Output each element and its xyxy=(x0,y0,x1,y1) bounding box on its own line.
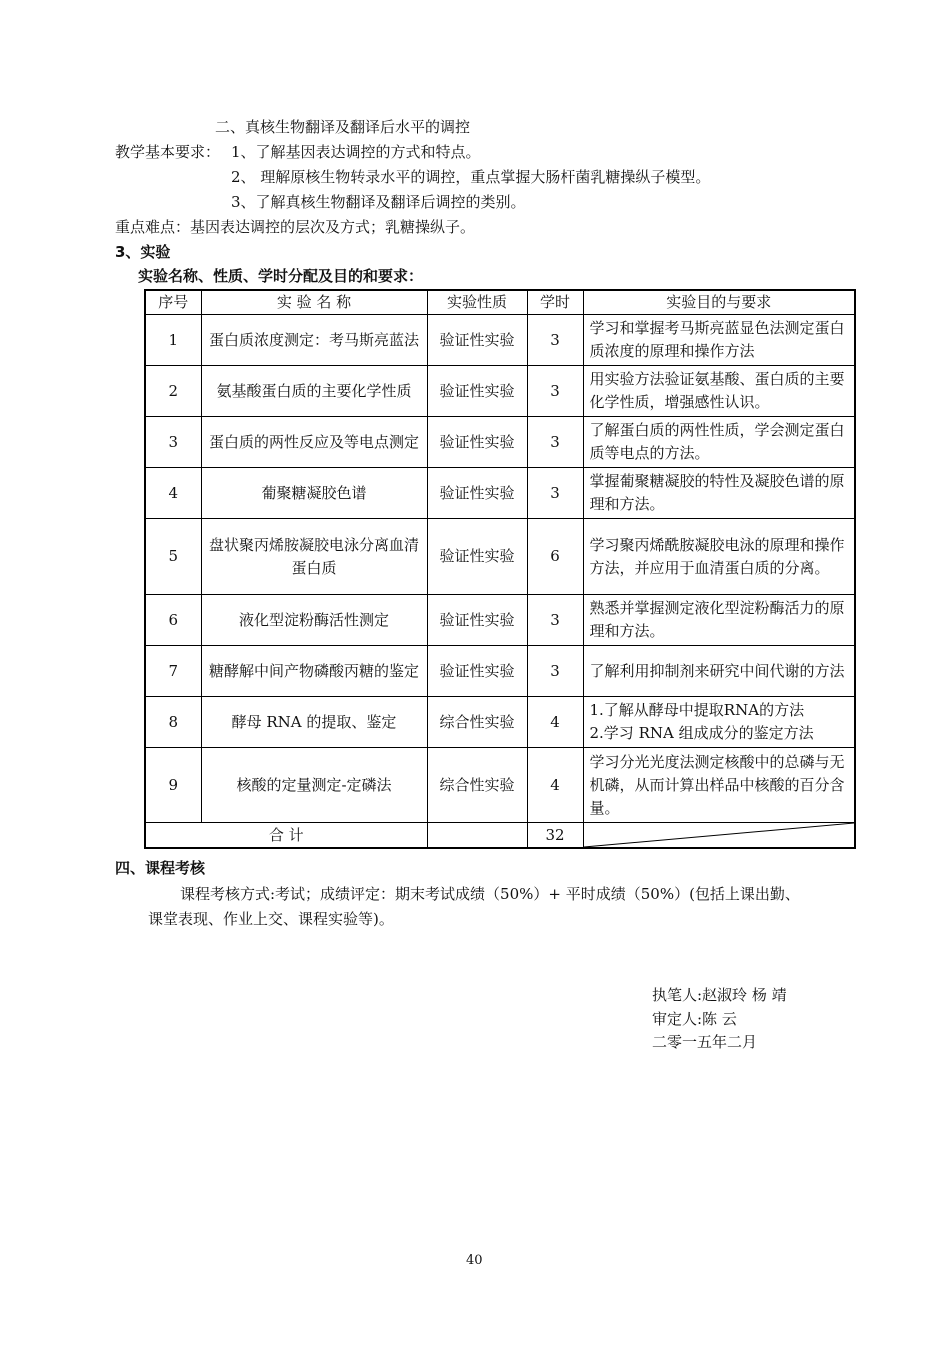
assessment-heading: 四、课程考核 xyxy=(115,859,206,877)
cell-nature: 验证性实验 xyxy=(427,646,527,697)
cell-name: 酵母 RNA 的提取、鉴定 xyxy=(201,697,427,748)
cell-no: 3 xyxy=(145,417,201,468)
experiment-table xyxy=(144,289,856,849)
requirements-label: 教学基本要求： xyxy=(115,143,221,161)
cell-nature: 验证性实验 xyxy=(427,519,527,595)
requirement-3: 3、了解真核生物翻译及翻译后调控的类别。 xyxy=(231,193,526,211)
date-line: 二零一五年二月 xyxy=(652,1033,758,1051)
cell-hours: 3 xyxy=(527,315,583,366)
total-label: 合 计 xyxy=(145,823,427,849)
assessment-line-2: 课堂表现、作业上交、课程实验等)。 xyxy=(148,910,394,928)
cell-name: 葡聚糖凝胶色谱 xyxy=(201,468,427,519)
table-row xyxy=(145,315,855,366)
column-header-nature: 实验性质 xyxy=(427,290,527,315)
cell-goal: 掌握葡聚糖凝胶的特性及凝胶色谱的原理和方法。 xyxy=(583,468,855,519)
experiment-subheading: 实验名称、性质、学时分配及目的和要求： xyxy=(138,267,424,285)
table-row xyxy=(145,468,855,519)
cell-no: 5 xyxy=(145,519,201,595)
author-line: 执笔人:赵淑玲 杨 靖 xyxy=(652,986,787,1004)
cell-nature: 验证性实验 xyxy=(427,366,527,417)
cell-goal: 了解利用抑制剂来研究中间代谢的方法 xyxy=(583,646,855,697)
diagonal-line xyxy=(584,823,855,847)
total-diagonal-cell xyxy=(583,823,855,849)
cell-nature: 验证性实验 xyxy=(427,468,527,519)
cell-goal: 学习分光光度法测定核酸中的总磷与无机磷，从而计算出样品中核酸的百分含量。 xyxy=(583,748,855,823)
column-header-no: 序号 xyxy=(145,290,201,315)
table-row xyxy=(145,595,855,646)
cell-no: 4 xyxy=(145,468,201,519)
cell-name: 盘状聚丙烯胺凝胶电泳分离血清蛋白质 xyxy=(201,519,427,595)
table-row xyxy=(145,646,855,697)
table-row xyxy=(145,697,855,748)
cell-hours: 3 xyxy=(527,595,583,646)
cell-nature: 综合性实验 xyxy=(427,697,527,748)
key-points: 重点难点：基因表达调控的层次及方式；乳糖操纵子。 xyxy=(115,218,476,236)
cell-hours: 3 xyxy=(527,646,583,697)
experiment-heading: 3、实验 xyxy=(115,243,171,261)
cell-goal: 学习和掌握考马斯亮蓝显色法测定蛋白质浓度的原理和操作方法 xyxy=(583,315,855,366)
cell-name: 核酸的定量测定-定磷法 xyxy=(201,748,427,823)
table-row xyxy=(145,366,855,417)
cell-hours: 3 xyxy=(527,417,583,468)
assessment-line-1: 课程考核方式:考试；成绩评定：期末考试成绩（50%）+ 平时成绩（50%）(包括上课出勤、 xyxy=(180,885,800,903)
cell-goal: 用实验方法验证氨基酸、蛋白质的主要化学性质，增强感性认识。 xyxy=(583,366,855,417)
requirement-2: 2、 理解原核生物转录水平的调控，重点掌握大肠杆菌乳糖操纵子模型。 xyxy=(231,168,711,186)
cell-nature: 验证性实验 xyxy=(427,417,527,468)
total-empty-cell xyxy=(427,823,527,849)
total-row xyxy=(145,823,855,849)
cell-hours: 4 xyxy=(527,748,583,823)
cell-name: 氨基酸蛋白质的主要化学性质 xyxy=(201,366,427,417)
cell-goal: 学习聚丙烯酰胺凝胶电泳的原理和操作方法，并应用于血清蛋白质的分离。 xyxy=(583,519,855,595)
cell-goal: 了解蛋白质的两性性质，学会测定蛋白质等电点的方法。 xyxy=(583,417,855,468)
page-number: 40 xyxy=(466,1253,483,1268)
requirement-1: 1、了解基因表达调控的方式和特点。 xyxy=(231,143,481,161)
cell-nature: 验证性实验 xyxy=(427,595,527,646)
cell-name: 蛋白质的两性反应及等电点测定 xyxy=(201,417,427,468)
table-row xyxy=(145,417,855,468)
experiment-table-body xyxy=(145,315,855,823)
cell-hours: 3 xyxy=(527,468,583,519)
cell-hours: 3 xyxy=(527,366,583,417)
cell-no: 1 xyxy=(145,315,201,366)
cell-no: 2 xyxy=(145,366,201,417)
table-row xyxy=(145,748,855,823)
section-heading: 二、真核生物翻译及翻译后水平的调控 xyxy=(215,118,471,136)
cell-no: 6 xyxy=(145,595,201,646)
reviewer-line: 审定人:陈 云 xyxy=(652,1010,737,1028)
cell-goal: 1.了解从酵母中提取RNA的方法 2.学习 RNA 组成成分的鉴定方法 xyxy=(583,697,855,748)
column-header-name: 实 验 名 称 xyxy=(201,290,427,315)
cell-hours: 6 xyxy=(527,519,583,595)
cell-nature: 综合性实验 xyxy=(427,748,527,823)
table-header-row xyxy=(145,290,855,315)
cell-no: 9 xyxy=(145,748,201,823)
cell-no: 7 xyxy=(145,646,201,697)
total-hours: 32 xyxy=(527,823,583,849)
cell-name: 糖酵解中间产物磷酸丙糖的鉴定 xyxy=(201,646,427,697)
cell-no: 8 xyxy=(145,697,201,748)
cell-name: 液化型淀粉酶活性测定 xyxy=(201,595,427,646)
cell-hours: 4 xyxy=(527,697,583,748)
cell-nature: 验证性实验 xyxy=(427,315,527,366)
column-header-goal: 实验目的与要求 xyxy=(583,290,855,315)
cell-name: 蛋白质浓度测定：考马斯亮蓝法 xyxy=(201,315,427,366)
table-row xyxy=(145,519,855,595)
cell-goal: 熟悉并掌握测定液化型淀粉酶活力的原理和方法。 xyxy=(583,595,855,646)
column-header-hours: 学时 xyxy=(527,290,583,315)
